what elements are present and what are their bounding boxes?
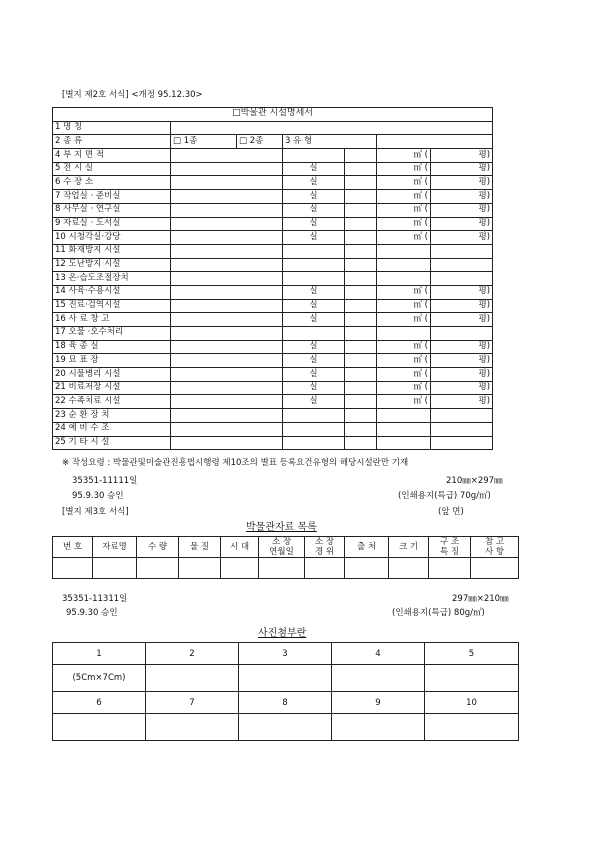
form2-title: 박물관자료 목록 bbox=[246, 522, 317, 533]
facility-unit-sqm: ㎡ ( bbox=[377, 354, 431, 368]
facility-unit-room: 실 bbox=[283, 162, 345, 176]
facility-unit-room: 실 bbox=[283, 176, 345, 190]
facility-unit-sqm: ㎡ ( bbox=[377, 381, 431, 395]
facility-count-field[interactable] bbox=[171, 409, 283, 423]
facility-row bbox=[53, 340, 493, 354]
form1-paper: (인쇄용지(특급) 70g/㎡) bbox=[398, 491, 491, 501]
facility-unit-pyeong: 평) bbox=[431, 203, 493, 217]
form1-note: ※ 작성요령 : 박물관및미술관진흥법시행령 제10조의 별표 등록요건유형의 해당시설란만 기재 bbox=[62, 458, 409, 468]
facility-unit-sqm bbox=[377, 272, 431, 286]
facility-area-field[interactable] bbox=[345, 162, 377, 176]
facility-label: 17 오물 ·오수처리 bbox=[53, 327, 171, 341]
facility-unit-sqm: ㎡ ( bbox=[377, 313, 431, 327]
facility-unit-pyeong: 평) bbox=[431, 368, 493, 382]
facility-label: 6 수 장 소 bbox=[53, 176, 171, 190]
facility-count-field[interactable] bbox=[171, 231, 283, 245]
facility-count-field[interactable] bbox=[171, 354, 283, 368]
photo-number: 7 bbox=[146, 692, 239, 714]
column-header: 소 장 연월일 bbox=[259, 537, 305, 558]
facility-unit-sqm bbox=[377, 422, 431, 436]
photo-slot[interactable] bbox=[146, 665, 239, 692]
facility-unit-room bbox=[283, 409, 345, 423]
facility-label: 25 기 타 시 설 bbox=[53, 436, 171, 450]
data-cell[interactable] bbox=[53, 558, 93, 579]
form1-size: 210㎜×297㎜ bbox=[446, 476, 503, 486]
facility-unit-pyeong bbox=[431, 272, 493, 286]
facility-unit-pyeong: 평) bbox=[431, 162, 493, 176]
facility-count-field[interactable] bbox=[171, 422, 283, 436]
form2-approval: 95.9.30 승인 bbox=[66, 608, 118, 618]
facility-unit-room: 실 bbox=[283, 203, 345, 217]
facility-unit-sqm bbox=[377, 244, 431, 258]
photo-slot[interactable] bbox=[239, 714, 332, 741]
facility-row bbox=[53, 368, 493, 382]
facility-count-field[interactable] bbox=[171, 244, 283, 258]
facility-unit-pyeong: 평) bbox=[431, 313, 493, 327]
photo-slot[interactable] bbox=[425, 714, 519, 741]
facility-area-field[interactable] bbox=[345, 327, 377, 341]
facility-area-field[interactable] bbox=[345, 422, 377, 436]
data-cell[interactable] bbox=[471, 558, 519, 579]
facility-label: 22 수족치료 시설 bbox=[53, 395, 171, 409]
facility-count-field[interactable] bbox=[171, 285, 283, 299]
facility-label: 18 육 종 실 bbox=[53, 340, 171, 354]
facility-count-field[interactable] bbox=[171, 340, 283, 354]
facility-row bbox=[53, 422, 493, 436]
facility-unit-room: 실 bbox=[283, 217, 345, 231]
form3-title: 사진첨부란 bbox=[258, 628, 307, 639]
facility-area-field[interactable] bbox=[345, 395, 377, 409]
facility-label: 20 시물병리 시설 bbox=[53, 368, 171, 382]
column-header: 참 고 사 항 bbox=[471, 537, 519, 558]
facility-count-field[interactable] bbox=[171, 368, 283, 382]
facility-label: 9 자료실 · 도서실 bbox=[53, 217, 171, 231]
facility-unit-pyeong: 평) bbox=[431, 149, 493, 163]
facility-row bbox=[53, 285, 493, 299]
facility-spec-table bbox=[52, 107, 493, 450]
facility-unit-sqm bbox=[377, 409, 431, 423]
facility-count-field[interactable] bbox=[171, 176, 283, 190]
facility-area-field[interactable] bbox=[345, 217, 377, 231]
facility-row bbox=[53, 354, 493, 368]
facility-area-field[interactable] bbox=[345, 340, 377, 354]
facility-unit-pyeong: 평) bbox=[431, 190, 493, 204]
facility-unit-sqm: ㎡ ( bbox=[377, 395, 431, 409]
facility-unit-sqm bbox=[377, 327, 431, 341]
facility-row bbox=[53, 162, 493, 176]
facility-label: 8 사무실 · 연구실 bbox=[53, 203, 171, 217]
facility-unit-pyeong bbox=[431, 244, 493, 258]
facility-area-field[interactable] bbox=[345, 231, 377, 245]
data-cell[interactable] bbox=[389, 558, 429, 579]
facility-unit-pyeong bbox=[431, 409, 493, 423]
facility-unit-room bbox=[283, 272, 345, 286]
facility-count-field[interactable] bbox=[171, 272, 283, 286]
facility-unit-room: 실 bbox=[283, 368, 345, 382]
facility-label: 12 도난방지 시설 bbox=[53, 258, 171, 272]
facility-row bbox=[53, 258, 493, 272]
facility-unit-room: 실 bbox=[283, 381, 345, 395]
type2-checkbox[interactable]: □ 2종 bbox=[237, 135, 283, 149]
facility-unit-room bbox=[283, 258, 345, 272]
facility-area-field[interactable] bbox=[345, 190, 377, 204]
data-cell[interactable] bbox=[345, 558, 389, 579]
data-cell[interactable] bbox=[259, 558, 305, 579]
facility-row bbox=[53, 190, 493, 204]
facility-row bbox=[53, 381, 493, 395]
form1-title: □박물관 시설명세서 bbox=[53, 108, 493, 122]
facility-label: 24 예 비 수 조 bbox=[53, 422, 171, 436]
facility-unit-room: 실 bbox=[283, 354, 345, 368]
facility-unit-room: 실 bbox=[283, 313, 345, 327]
facility-label: 13 온·습도조절장치 bbox=[53, 272, 171, 286]
column-header: 소 장 경 위 bbox=[305, 537, 345, 558]
column-header: 출 처 bbox=[345, 537, 389, 558]
facility-unit-room bbox=[283, 422, 345, 436]
facility-count-field[interactable] bbox=[171, 327, 283, 341]
facility-label: 11 화재방지 시설 bbox=[53, 244, 171, 258]
photo-number: 6 bbox=[53, 692, 146, 714]
facility-row bbox=[53, 149, 493, 163]
column-header: 시 대 bbox=[221, 537, 259, 558]
form2-paper: (인쇄용지(특급) 80g/㎡) bbox=[392, 608, 485, 618]
column-header: 수 량 bbox=[137, 537, 179, 558]
facility-unit-sqm: ㎡ ( bbox=[377, 368, 431, 382]
facility-label: 10 시청각실·강당 bbox=[53, 231, 171, 245]
facility-area-field[interactable] bbox=[345, 285, 377, 299]
facility-unit-pyeong: 평) bbox=[431, 285, 493, 299]
form2-header: [별지 제3호 서식] bbox=[62, 507, 129, 517]
facility-row bbox=[53, 299, 493, 313]
facility-label: 5 전 시 실 bbox=[53, 162, 171, 176]
facility-label: 7 작업실 · 준비실 bbox=[53, 190, 171, 204]
facility-count-field[interactable] bbox=[171, 258, 283, 272]
facility-row bbox=[53, 272, 493, 286]
name-field[interactable] bbox=[171, 121, 493, 135]
photo-slot[interactable] bbox=[425, 665, 519, 692]
facility-label: 19 묘 표 장 bbox=[53, 354, 171, 368]
facility-count-field[interactable] bbox=[171, 381, 283, 395]
photo-number: 9 bbox=[332, 692, 425, 714]
form2-size: 297㎜×210㎜ bbox=[452, 594, 509, 604]
facility-unit-room: 실 bbox=[283, 190, 345, 204]
facility-unit-sqm: ㎡ ( bbox=[377, 176, 431, 190]
facility-area-field[interactable] bbox=[345, 258, 377, 272]
facility-unit-room bbox=[283, 327, 345, 341]
facility-area-field[interactable] bbox=[345, 149, 377, 163]
facility-unit-pyeong: 평) bbox=[431, 299, 493, 313]
facility-area-field[interactable] bbox=[345, 244, 377, 258]
facility-area-field[interactable] bbox=[345, 313, 377, 327]
facility-count-field[interactable] bbox=[171, 395, 283, 409]
row-label-type: 2 종 류 bbox=[53, 135, 171, 149]
photo-number: 8 bbox=[239, 692, 332, 714]
facility-unit-pyeong: 평) bbox=[431, 395, 493, 409]
facility-count-field[interactable] bbox=[171, 217, 283, 231]
facility-count-field[interactable] bbox=[171, 190, 283, 204]
facility-label: 4 부 지 면 적 bbox=[53, 149, 171, 163]
form2-code: 35351-11311일 bbox=[62, 594, 128, 604]
facility-unit-pyeong: 평) bbox=[431, 340, 493, 354]
data-cell[interactable] bbox=[93, 558, 137, 579]
facility-row bbox=[53, 436, 493, 450]
facility-unit-pyeong bbox=[431, 258, 493, 272]
facility-area-field[interactable] bbox=[345, 368, 377, 382]
facility-unit-sqm: ㎡ ( bbox=[377, 217, 431, 231]
column-header: 크 기 bbox=[389, 537, 429, 558]
facility-row bbox=[53, 313, 493, 327]
row-label-name: 1 명 칭 bbox=[53, 121, 171, 135]
photo-slot[interactable] bbox=[332, 714, 425, 741]
facility-row bbox=[53, 231, 493, 245]
photo-slot[interactable] bbox=[146, 714, 239, 741]
facility-unit-room bbox=[283, 244, 345, 258]
facility-unit-sqm: ㎡ ( bbox=[377, 285, 431, 299]
facility-area-field[interactable] bbox=[345, 272, 377, 286]
photo-attach-table bbox=[52, 642, 519, 741]
facility-label: 16 사 료 창 고 bbox=[53, 313, 171, 327]
facility-count-field[interactable] bbox=[171, 436, 283, 450]
photo-number: 2 bbox=[146, 643, 239, 665]
photo-number: 4 bbox=[332, 643, 425, 665]
facility-area-field[interactable] bbox=[345, 203, 377, 217]
facility-unit-sqm: ㎡ ( bbox=[377, 162, 431, 176]
facility-area-field[interactable] bbox=[345, 299, 377, 313]
facility-unit-room: 실 bbox=[283, 285, 345, 299]
form1-header: [별지 제2호 서식] <개정 95.12.30> bbox=[62, 90, 203, 100]
form1-approval: 95.9.30 승인 bbox=[72, 491, 124, 501]
photo-number: 3 bbox=[239, 643, 332, 665]
type1-checkbox[interactable]: □ 1종 bbox=[171, 135, 237, 149]
facility-row bbox=[53, 217, 493, 231]
facility-unit-pyeong: 평) bbox=[431, 176, 493, 190]
facility-unit-room: 실 bbox=[283, 299, 345, 313]
facility-unit-room: 실 bbox=[283, 231, 345, 245]
facility-count-field[interactable] bbox=[171, 299, 283, 313]
data-cell[interactable] bbox=[221, 558, 259, 579]
facility-unit-sqm bbox=[377, 258, 431, 272]
photo-number: 1 bbox=[53, 643, 146, 665]
facility-unit-sqm: ㎡ ( bbox=[377, 203, 431, 217]
photo-number: 5 bbox=[425, 643, 519, 665]
facility-area-field[interactable] bbox=[345, 176, 377, 190]
photo-slot[interactable] bbox=[332, 665, 425, 692]
category-field[interactable] bbox=[377, 135, 493, 149]
photo-slot[interactable] bbox=[53, 714, 146, 741]
row-label-category: 3 유 형 bbox=[283, 135, 377, 149]
facility-label: 15 진료·검역시설 bbox=[53, 299, 171, 313]
data-cell[interactable] bbox=[179, 558, 221, 579]
facility-count-field[interactable] bbox=[171, 149, 283, 163]
photo-slot[interactable]: (5Cm×7Cm) bbox=[53, 665, 146, 692]
facility-unit-pyeong: 평) bbox=[431, 381, 493, 395]
facility-unit-pyeong bbox=[431, 422, 493, 436]
facility-area-field[interactable] bbox=[345, 381, 377, 395]
facility-area-field[interactable] bbox=[345, 409, 377, 423]
facility-unit-room: 실 bbox=[283, 395, 345, 409]
facility-count-field[interactable] bbox=[171, 313, 283, 327]
facility-unit-pyeong: 평) bbox=[431, 354, 493, 368]
facility-count-field[interactable] bbox=[171, 162, 283, 176]
facility-unit-pyeong bbox=[431, 436, 493, 450]
facility-unit-sqm bbox=[377, 436, 431, 450]
facility-unit-pyeong bbox=[431, 327, 493, 341]
facility-label: 14 사육·수용시설 bbox=[53, 285, 171, 299]
facility-unit-room bbox=[283, 436, 345, 450]
facility-label: 23 순 환 장 치 bbox=[53, 409, 171, 423]
facility-row bbox=[53, 395, 493, 409]
photo-number: 10 bbox=[425, 692, 519, 714]
collection-list-table bbox=[52, 536, 519, 579]
data-cell[interactable] bbox=[429, 558, 471, 579]
facility-unit-sqm: ㎡ ( bbox=[377, 190, 431, 204]
facility-unit-pyeong: 평) bbox=[431, 217, 493, 231]
facility-label: 21 비료저장 시설 bbox=[53, 381, 171, 395]
photo-slot[interactable] bbox=[239, 665, 332, 692]
form2-side: (앞 면) bbox=[438, 507, 464, 517]
facility-unit-sqm: ㎡ ( bbox=[377, 231, 431, 245]
column-header: 물 질 bbox=[179, 537, 221, 558]
data-cell[interactable] bbox=[137, 558, 179, 579]
facility-area-field[interactable] bbox=[345, 436, 377, 450]
form1-code: 35351-11111일 bbox=[72, 476, 138, 486]
facility-unit-sqm: ㎡ ( bbox=[377, 149, 431, 163]
facility-unit-pyeong: 평) bbox=[431, 231, 493, 245]
facility-unit-room: 실 bbox=[283, 340, 345, 354]
column-header: 자료명 bbox=[93, 537, 137, 558]
column-header: 번 호 bbox=[53, 537, 93, 558]
facility-row bbox=[53, 244, 493, 258]
column-header: 구 조 특 징 bbox=[429, 537, 471, 558]
facility-row bbox=[53, 176, 493, 190]
facility-count-field[interactable] bbox=[171, 203, 283, 217]
facility-area-field[interactable] bbox=[345, 354, 377, 368]
data-cell[interactable] bbox=[305, 558, 345, 579]
facility-row bbox=[53, 409, 493, 423]
facility-unit-sqm: ㎡ ( bbox=[377, 340, 431, 354]
facility-unit-room bbox=[283, 149, 345, 163]
facility-row bbox=[53, 327, 493, 341]
facility-row bbox=[53, 203, 493, 217]
facility-unit-sqm: ㎡ ( bbox=[377, 299, 431, 313]
